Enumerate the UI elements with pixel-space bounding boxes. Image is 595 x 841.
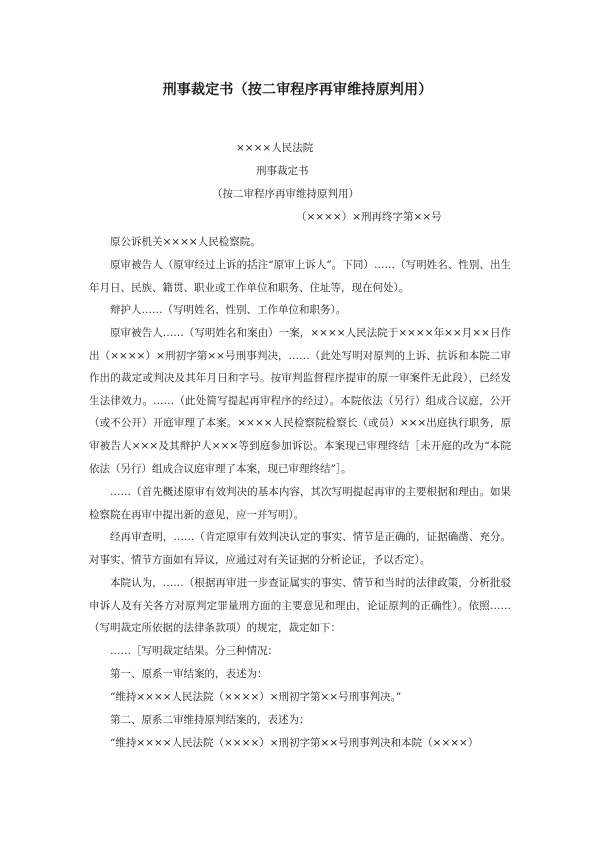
paragraph-retrial-findings: 经再审查明，……（肯定原审有效判决认定的事实、情节是正确的，证据确凿、充分。对事实、情节方面如有异议，应通过对有关证据的分析论证，予以否定）。 — [89, 531, 511, 566]
paragraph-case-two-text: “维持××××人民法院（××××）×刑初字第××号刑事判决和本院（××××） — [110, 737, 479, 749]
paragraph-ruling-intro: ……［写明裁定结果。分三种情况： — [110, 645, 278, 657]
paragraph-original-judgment: ……（首先概述原审有效判决的基本内容，其次写明提起再审的主要根据和理由。如果检察院在再审中提出新的意见，应一并写明）。 — [89, 486, 511, 521]
paragraph-court-opinion: 本院认为，……（根据再审进一步查证属实的事实、情节和当时的法律政策，分析批驳申诉人及有关各方对原判定罪量刑方面的主要意见和理由，论证原判的正确性）。依照……（写明裁定所依据的法律条款项）的规定，裁定如下： — [89, 577, 511, 635]
document-type: 刑事裁定书 — [256, 165, 309, 177]
paragraph-prosecution: 原公诉机关××××人民检察院。 — [110, 236, 261, 248]
paragraph-case-two: 第二、原系二审维持原判结案的，表述为： — [110, 714, 310, 726]
paragraph-defendant: 原审被告人（原审经过上诉的括注“原审上诉人”。下同）……（写明姓名、性别、出生年月日、民族、籍贯、职业或工作单位和职务、住址等，现在何处）。 — [89, 259, 511, 294]
paragraph-case-history: 原审被告人……（写明姓名和案由）一案，××××人民法院于××××年××月××日作出（××××）×刑初字第××号刑事判决，……（此处写明对原判的上诉、抗诉和本院二审作出的裁定或判决及其年月日和字号。按审判监督程序提审的原一审案件无此段），已经发生法律效力。……（此处简写提起再审程序的经过）。本院依法（另行）组成合议庭，公开（或不公开）开庭审理了本案。××××人民检察院检察长（或员）×××出庭执行职务，原审被告人×××及其辩护人×××等到庭参加诉讼。本案现已审理终结［未开庭的改为“本院依法（另行）组成合议庭审理了本案，现已审理终结”］。 — [89, 327, 511, 475]
paragraph-case-one-text: “维持××××人民法院（××××）×刑初字第××号刑事判决。” — [110, 691, 402, 703]
case-number: （××××）×刑再终字第××号 — [296, 211, 442, 223]
court-name: ××××人民法院 — [236, 142, 314, 154]
document-title: 刑事裁定书（按二审程序再审维持原判用） — [162, 82, 433, 98]
document-subtitle: （按二审程序再审维持原判用） — [212, 188, 359, 200]
paragraph-defender: 辩护人……（写明姓名、性别、工作单位和职务）。 — [110, 304, 347, 316]
paragraph-case-one: 第一、原系一审结案的，表述为： — [110, 668, 268, 680]
